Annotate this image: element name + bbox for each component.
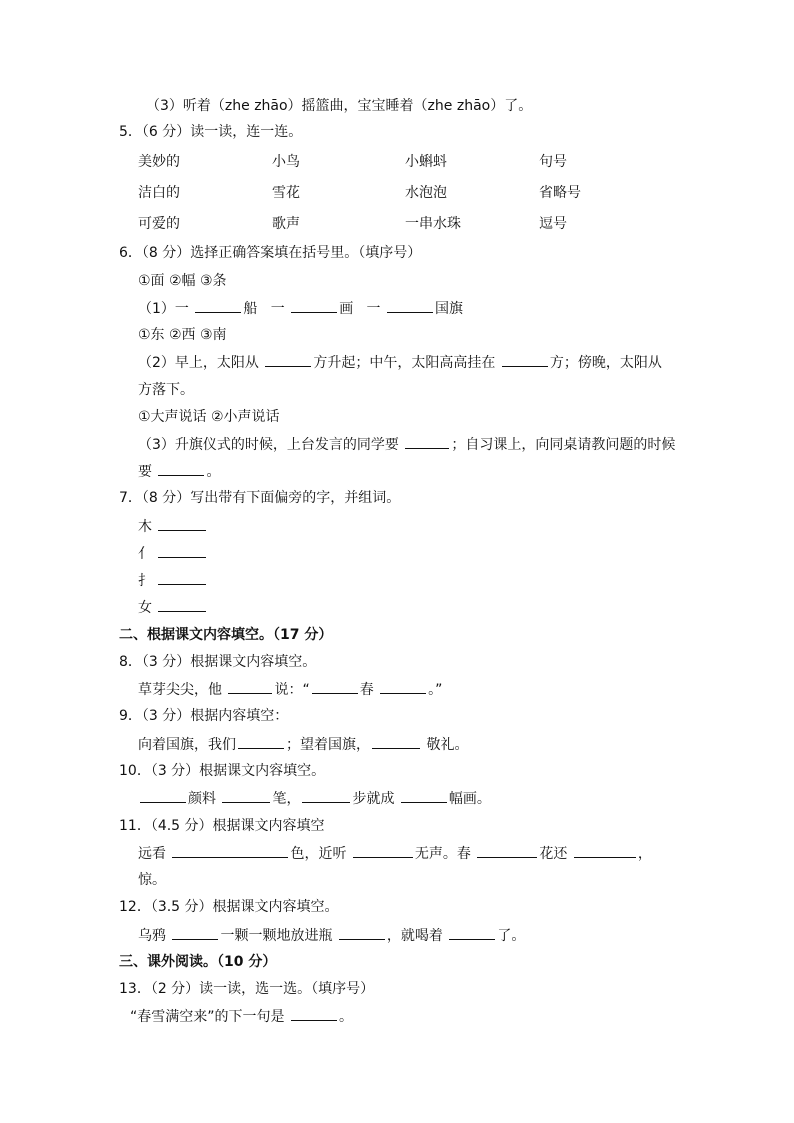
answer-blank[interactable] bbox=[401, 788, 447, 803]
answer-blank[interactable] bbox=[195, 298, 241, 313]
q6-options-1: ①面 ②幅 ③条 bbox=[138, 273, 227, 289]
q7-title: 7．（8 分）写出带有下面偏旁的字，并组词。 bbox=[119, 490, 401, 506]
answer-blank[interactable] bbox=[172, 925, 218, 940]
q9-line: 向着国旗，我们 ；望着国旗， 敬礼。 bbox=[138, 734, 468, 755]
q5-cell: 逗号 bbox=[539, 216, 567, 232]
q11-line: 远看 色，近听 无声。春 花还 ， bbox=[138, 843, 652, 864]
q7-radical-row: 扌 bbox=[138, 570, 208, 591]
q6-sub2-cont: 方落下。 bbox=[138, 382, 194, 398]
answer-blank[interactable] bbox=[158, 516, 206, 531]
q6-options-2: ①东 ②西 ③南 bbox=[138, 327, 227, 343]
answer-blank[interactable] bbox=[291, 1006, 337, 1021]
q11-title: 11．（4.5 分）根据课文内容填空 bbox=[119, 818, 325, 834]
answer-blank[interactable] bbox=[158, 543, 206, 558]
q6-sub2: （2）早上，太阳从 方升起；中午，太阳高高挂在 方；傍晚，太阳从 bbox=[138, 352, 662, 373]
answer-blank[interactable] bbox=[380, 679, 426, 694]
answer-blank[interactable] bbox=[265, 352, 311, 367]
q10-line: 颜料 笔， 步就成 幅画。 bbox=[138, 788, 491, 809]
q6-options-3: ①大声说话 ②小声说话 bbox=[138, 409, 280, 425]
answer-blank[interactable] bbox=[339, 925, 385, 940]
q6-sub3-cont: 要 。 bbox=[138, 461, 220, 482]
q6-sub1: （1）一 船 一 画 一 国旗 bbox=[138, 298, 463, 319]
q5-cell: 歌声 bbox=[272, 216, 300, 232]
q5-cell: 可爱的 bbox=[138, 216, 180, 232]
answer-blank[interactable] bbox=[222, 788, 270, 803]
answer-blank[interactable] bbox=[449, 925, 495, 940]
answer-blank[interactable] bbox=[172, 843, 288, 858]
q5-cell: 水泡泡 bbox=[405, 185, 447, 201]
q5-cell: 句号 bbox=[539, 154, 567, 170]
answer-blank[interactable] bbox=[140, 788, 186, 803]
q9-title: 9．（3 分）根据内容填空： bbox=[119, 708, 289, 724]
answer-blank[interactable] bbox=[353, 843, 413, 858]
q12-line: 乌鸦 一颗一颗地放进瓶 ，就喝着 了。 bbox=[138, 925, 525, 946]
q4-sub3: （3）听着（zhe zhāo）摇篮曲，宝宝睡着（zhe zhāo）了。 bbox=[146, 98, 533, 114]
answer-blank[interactable] bbox=[238, 734, 284, 749]
q7-radical-row: 亻 bbox=[138, 543, 208, 564]
q8-title: 8．（3 分）根据课文内容填空。 bbox=[119, 654, 317, 670]
q13-line: “春雪满空来”的下一句是 。 bbox=[130, 1006, 353, 1027]
q6-title: 6．（8 分）选择正确答案填在括号里。（填序号） bbox=[119, 245, 422, 261]
q8-line: 草芽尖尖，他 说：“ 春 。” bbox=[138, 679, 442, 700]
answer-blank[interactable] bbox=[158, 570, 206, 585]
answer-blank[interactable] bbox=[291, 298, 337, 313]
q5-cell: 一串水珠 bbox=[405, 216, 461, 232]
q6-sub3: （3）升旗仪式的时候，上台发言的同学要 ；自习课上，向同桌请教问题的时候 bbox=[138, 434, 675, 455]
q5-cell: 美妙的 bbox=[138, 154, 180, 170]
q7-radical-row: 木 bbox=[138, 516, 208, 537]
q5-cell: 小鸟 bbox=[272, 154, 300, 170]
section-heading: 三、课外阅读。（10 分） bbox=[119, 954, 277, 970]
q5-cell: 小蝌蚪 bbox=[405, 154, 447, 170]
q10-title: 10．（3 分）根据课文内容填空。 bbox=[119, 763, 326, 779]
q7-radical-row: 女 bbox=[138, 597, 208, 618]
section-heading: 二、根据课文内容填空。（17 分） bbox=[119, 627, 333, 643]
answer-blank[interactable] bbox=[312, 679, 358, 694]
answer-blank[interactable] bbox=[372, 734, 420, 749]
q5-cell: 洁白的 bbox=[138, 185, 180, 201]
answer-blank[interactable] bbox=[302, 788, 350, 803]
q5-cell: 省略号 bbox=[539, 185, 581, 201]
q5-cell: 雪花 bbox=[272, 185, 300, 201]
q11-line-cont: 惊。 bbox=[138, 872, 166, 888]
answer-blank[interactable] bbox=[477, 843, 537, 858]
q12-title: 12．（3.5 分）根据课文内容填空。 bbox=[119, 899, 339, 915]
answer-blank[interactable] bbox=[405, 434, 449, 449]
answer-blank[interactable] bbox=[158, 461, 204, 476]
answer-blank[interactable] bbox=[228, 679, 272, 694]
q13-title: 13．（2 分）读一读，选一选。（填序号） bbox=[119, 981, 375, 997]
answer-blank[interactable] bbox=[387, 298, 433, 313]
answer-blank[interactable] bbox=[502, 352, 548, 367]
answer-blank[interactable] bbox=[574, 843, 636, 858]
answer-blank[interactable] bbox=[158, 597, 206, 612]
q5-title: 5．（6 分）读一读，连一连。 bbox=[119, 124, 303, 140]
